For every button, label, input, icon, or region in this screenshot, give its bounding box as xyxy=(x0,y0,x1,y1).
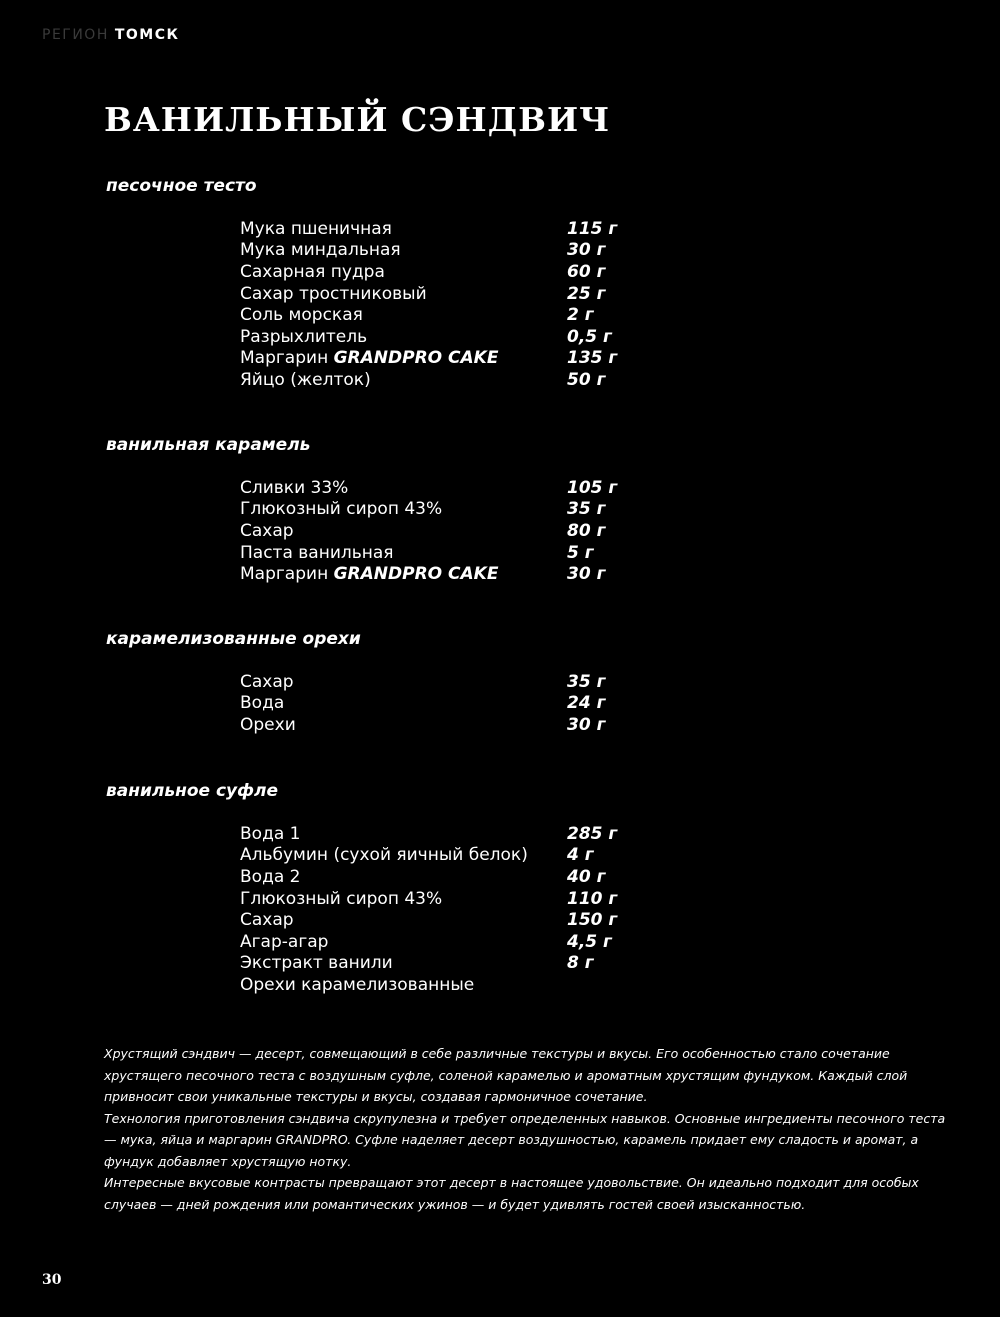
ingredient-name-text: Паста ванильная xyxy=(240,542,394,563)
ingredient-row xyxy=(0,909,1000,931)
ingredient-row xyxy=(0,823,1000,845)
ingredient-amount: 105 г xyxy=(567,477,618,498)
ingredient-name xyxy=(0,932,567,952)
ingredient-row xyxy=(0,240,1000,262)
ingredient-name xyxy=(0,327,567,347)
ingredient-row xyxy=(0,326,1000,348)
ingredient-amount: 40 г xyxy=(567,866,606,887)
ingredient-row xyxy=(0,499,1000,521)
page-number: 30 xyxy=(42,1272,62,1288)
ingredient-row xyxy=(0,261,1000,283)
ingredient-amount: 30 г xyxy=(567,714,606,735)
ingredient-amount: 4,5 г xyxy=(567,931,612,952)
ingredient-name xyxy=(0,348,567,368)
ingredient-name-text: Сахар тростниковый xyxy=(240,283,427,304)
ingredient-name-text: Глюкозный сироп 43% xyxy=(240,888,443,909)
ingredient-name-text: Сахар xyxy=(240,520,294,541)
ingredient-row xyxy=(0,888,1000,910)
ingredient-row xyxy=(0,477,1000,499)
ingredient-name xyxy=(0,975,567,995)
ingredient-section xyxy=(0,435,1000,585)
ingredient-name-text: Маргарин xyxy=(240,564,334,585)
ingredient-name xyxy=(0,564,567,584)
ingredient-row xyxy=(0,953,1000,975)
ingredient-name xyxy=(0,953,567,973)
header-region: РЕГИОН xyxy=(42,27,109,43)
page-header xyxy=(42,27,179,43)
ingredient-name xyxy=(0,824,567,844)
ingredient-amount: 25 г xyxy=(567,283,606,304)
ingredient-name xyxy=(0,499,567,519)
recipe-description xyxy=(104,1043,954,1215)
ingredient-name-text: Сахар xyxy=(240,910,294,931)
description-paragraph: Хрустящий сэндвич — десерт, совмещающий в себе различные текстуры и вкусы. Его особенностью стало сочетание хрустящего песочного теста с воздушным суфле, соленой карамелью и ароматным хрустящим фундуком. Каждый слой привносит свои уникальные текстуры и вкусы, создавая гармоничное сочетание. xyxy=(104,1046,908,1104)
ingredient-row xyxy=(0,218,1000,240)
ingredient-amount: 80 г xyxy=(567,520,606,541)
ingredient-row xyxy=(0,520,1000,542)
ingredient-name xyxy=(0,284,567,304)
ingredient-name-text: Сахарная пудра xyxy=(240,261,385,282)
ingredient-amount: 0,5 г xyxy=(567,326,612,347)
ingredient-name-text: Сахар xyxy=(240,671,294,692)
header-city: ТОМСК xyxy=(114,27,180,43)
ingredient-row xyxy=(0,563,1000,585)
ingredient-amount: 60 г xyxy=(567,261,606,282)
ingredient-amount: 35 г xyxy=(567,499,606,520)
ingredient-name-text: Яйцо (желток) xyxy=(240,369,371,390)
ingredient-amount: 5 г xyxy=(567,542,594,563)
ingredient-name-text: Глюкозный сироп 43% xyxy=(240,499,443,520)
ingredient-name-text: Сливки 33% xyxy=(240,477,349,498)
description-paragraph: Интересные вкусовые контрасты превращают этот десерт в настоящее удовольствие. Он идеально подходит для особых случаев — дней рождения или романтических ужинов — и будет удивлять гостей своей изысканностью. xyxy=(104,1175,919,1212)
ingredient-row xyxy=(0,542,1000,564)
ingredient-name xyxy=(0,219,567,239)
ingredient-row xyxy=(0,693,1000,715)
ingredient-row xyxy=(0,845,1000,867)
ingredient-section xyxy=(0,629,1000,736)
ingredient-name-text: Вода xyxy=(240,693,285,714)
ingredient-amount: 110 г xyxy=(567,888,618,909)
ingredient-row xyxy=(0,714,1000,736)
ingredient-name xyxy=(0,715,567,735)
ingredient-name-text: Маргарин xyxy=(240,348,334,369)
ingredient-name xyxy=(0,845,567,865)
ingredient-name xyxy=(0,262,567,282)
ingredient-row xyxy=(0,866,1000,888)
ingredient-amount: 2 г xyxy=(567,305,594,326)
ingredient-section xyxy=(0,781,1000,996)
ingredient-name xyxy=(0,543,567,563)
ingredient-amount: 4 г xyxy=(567,845,594,866)
ingredient-name xyxy=(0,478,567,498)
ingredient-row xyxy=(0,283,1000,305)
ingredient-amount: 115 г xyxy=(567,218,618,239)
ingredient-name-text: Агар-агар xyxy=(240,931,329,952)
ingredient-row xyxy=(0,348,1000,370)
ingredient-name-text: Разрыхлитель xyxy=(240,326,368,347)
ingredient-name-text: Орехи карамелизованные xyxy=(240,974,475,995)
brand-name: GRANDPRO CAKE xyxy=(333,564,499,585)
ingredient-amount: 30 г xyxy=(567,564,606,585)
section-title: ванильная карамель xyxy=(106,435,311,455)
brand-name: GRANDPRO CAKE xyxy=(333,348,499,369)
ingredient-amount: 35 г xyxy=(567,671,606,692)
ingredient-name-text: Мука миндальная xyxy=(240,240,401,261)
ingredient-name-text: Экстракт ванили xyxy=(240,953,393,974)
ingredient-name xyxy=(0,693,567,713)
ingredient-row xyxy=(0,304,1000,326)
ingredient-section xyxy=(0,176,1000,391)
ingredient-row xyxy=(0,671,1000,693)
ingredient-amount: 285 г xyxy=(567,823,618,844)
ingredient-name-text: Орехи xyxy=(240,714,296,735)
ingredient-name xyxy=(0,370,567,390)
ingredient-row xyxy=(0,974,1000,996)
section-title: ванильное суфле xyxy=(106,781,278,801)
ingredient-amount: 8 г xyxy=(567,953,594,974)
ingredient-row xyxy=(0,931,1000,953)
ingredient-amount: 50 г xyxy=(567,369,606,390)
ingredient-name xyxy=(0,672,567,692)
recipe-title: ВАНИЛЬНЫЙ СЭНДВИЧ xyxy=(104,100,611,139)
description-paragraph: Технология приготовления сэндвича скрупулезна и требует определенных навыков. Основные ингредиенты песочного теста — мука, яйца и маргарин GRANDPRO. Суфле наделяет десерт воздушностью, карамель придает ему сладость и аромат, а фундук добавляет хрустящую нотку. xyxy=(104,1110,946,1169)
ingredient-amount: 150 г xyxy=(567,910,618,931)
ingredient-name xyxy=(0,889,567,909)
ingredient-name xyxy=(0,240,567,260)
ingredient-name xyxy=(0,305,567,325)
ingredient-amount: 24 г xyxy=(567,693,606,714)
ingredient-name-text: Альбумин (сухой яичный белок) xyxy=(240,845,528,866)
section-title: карамелизованные орехи xyxy=(106,629,361,649)
ingredient-name-text: Вода 2 xyxy=(240,866,301,887)
ingredient-amount: 30 г xyxy=(567,240,606,261)
ingredient-name-text: Соль морская xyxy=(240,305,363,326)
ingredient-name-text: Вода 1 xyxy=(240,823,301,844)
ingredient-row xyxy=(0,369,1000,391)
ingredient-name xyxy=(0,910,567,930)
ingredient-name xyxy=(0,867,567,887)
ingredient-name xyxy=(0,521,567,541)
section-title: песочное тесто xyxy=(106,176,257,196)
ingredient-name-text: Мука пшеничная xyxy=(240,218,392,239)
ingredient-amount: 135 г xyxy=(567,348,618,369)
